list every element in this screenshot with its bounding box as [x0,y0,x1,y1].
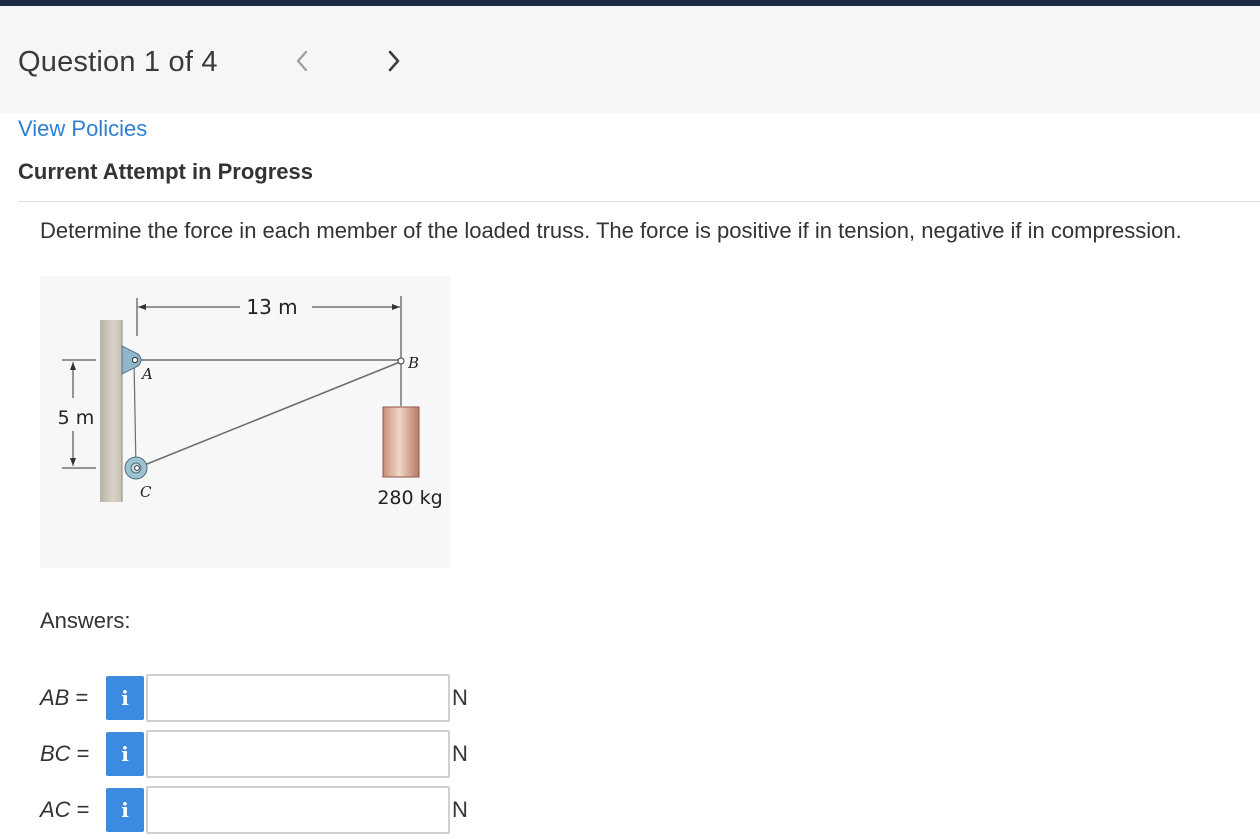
joint-b [398,358,404,364]
answer-row-ab [40,674,480,722]
answer-input-ab[interactable] [146,674,450,722]
member-bc [137,362,400,468]
height-arrow-top [70,362,76,370]
label-a: A [142,365,153,383]
answer-input-bc[interactable] [146,730,450,778]
truss-diagram [40,276,450,568]
answer-row-ac [40,786,480,834]
view-policies-link[interactable]: View Policies [18,116,148,141]
wall [100,320,122,502]
answer-input-ac[interactable] [146,786,450,834]
answer-label-ab: AB = [40,685,89,710]
span-label: 13 m [246,295,298,319]
divider [18,201,1260,202]
question-header [0,6,1260,113]
label-b: B [408,354,420,372]
previous-question-button[interactable] [287,44,317,78]
arrowhead-left [138,304,146,310]
next-question-button[interactable] [379,44,409,78]
attempt-status: Current Attempt in Progress [18,159,314,184]
label-c: C [140,483,152,501]
answers-label: Answers: [40,608,131,633]
info-icon[interactable]: i [106,788,144,832]
answer-label-bc: BC = [40,741,90,766]
height-arrow-bottom [70,458,76,466]
arrowhead-right [392,304,400,310]
member-ac [134,360,136,468]
truss-figure [40,276,450,568]
answer-row-bc [40,730,480,778]
chevron-right-icon [386,49,402,73]
unit-label: N [452,797,468,822]
unit-label: N [452,741,468,766]
question-title: Question 1 of 4 [18,46,218,78]
info-icon[interactable]: i [106,676,144,720]
unit-label: N [452,685,468,710]
question-prompt: Determine the force in each member of the loaded truss. The force is positive if in tension, negative if in compression. [40,218,1182,243]
chevron-left-icon [294,49,310,73]
info-icon[interactable]: i [106,732,144,776]
hanging-mass [383,407,419,477]
answer-label-ac: AC = [40,797,90,822]
pin-support-a [122,346,141,374]
height-label: 5 m [57,407,95,429]
mass-label: 280 kg [377,487,443,509]
